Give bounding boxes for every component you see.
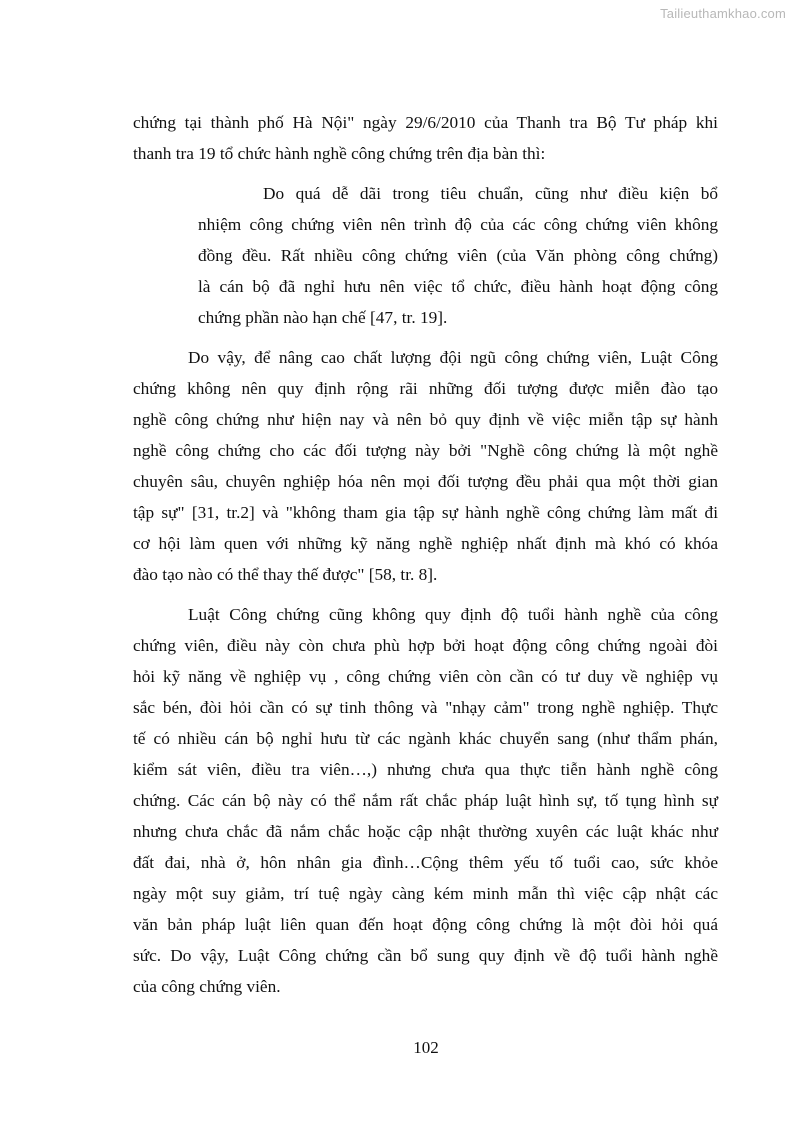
text-line: cơ hội làm quen với những kỹ năng nghề nghiệp nhất định mà khó có khóa: [133, 534, 718, 553]
text-line: tập sự" [31, tr.2] và "không tham gia tập sự hành nghề công chứng làm mất đi: [133, 503, 718, 522]
text-line: hỏi kỹ năng về nghiệp vụ , công chứng viên còn cần có tư duy về nghiệp vụ: [133, 667, 718, 686]
body-paragraph-1: [133, 342, 718, 590]
text-line: nghề công chứng như hiện nay và nên bỏ quy định về việc miễn tập sự hành: [133, 410, 718, 429]
text-line: của công chứng viên.: [133, 977, 281, 996]
text-line: chứng viên, điều này còn chưa phù hợp bởi hoạt động công chứng ngoài đòi: [133, 636, 718, 655]
text-line: nghề công chứng cho các đối tượng này bởi "Nghề công chứng là một nghề: [133, 441, 718, 460]
text-line: sức. Do vậy, Luật Công chứng cần bổ sung quy định về độ tuổi hành nghề: [133, 946, 718, 965]
block-quote: [198, 178, 718, 333]
text-line: ngày một suy giảm, trí tuệ ngày càng kém minh mẫn thì việc cập nhật các: [133, 884, 718, 903]
text-line: sắc bén, đòi hỏi cần có sự tinh thông và "nhạy cảm" trong nghề nghiệp. Thực: [133, 698, 718, 717]
page-number: 102: [413, 1038, 439, 1057]
text-line: nhưng chưa chắc đã nắm chắc hoặc cập nhật thường xuyên các luật khác như: [133, 822, 718, 841]
text-line: thanh tra 19 tổ chức hành nghề công chứng trên địa bàn thì:: [133, 144, 546, 163]
body-paragraph-2: [133, 599, 718, 1002]
text-line: chứng. Các cán bộ này có thể nắm rất chắc pháp luật hình sự, tố tụng hình sự: [133, 791, 718, 810]
text-line: chứng không nên quy định rộng rãi những đối tượng được miễn đào tạo: [133, 379, 718, 398]
quote-line: đồng đều. Rất nhiều công chứng viên (của Văn phòng công chứng): [198, 246, 718, 265]
intro-paragraph: [133, 107, 718, 169]
text-line: đất đai, nhà ở, hôn nhân gia đình…Cộng thêm yếu tố tuổi cao, sức khỏe: [133, 853, 718, 872]
text-line: kiểm sát viên, điều tra viên…,) nhưng chưa qua thực tiễn hành nghề công: [133, 760, 718, 779]
text-line: đào tạo nào có thể thay thế được" [58, tr. 8].: [133, 565, 438, 584]
text-line: văn bản pháp luật liên quan đến hoạt động công chứng là một đòi hỏi quá: [133, 915, 718, 934]
text-line: tế có nhiều cán bộ nghỉ hưu từ các ngành khác chuyển sang (như thẩm phán,: [133, 729, 718, 748]
quote-line: nhiệm công chứng viên nên trình độ của các công chứng viên không: [198, 215, 718, 234]
quote-line: chứng phần nào hạn chế [47, tr. 19].: [198, 308, 448, 327]
watermark: Tailieuthamkhao.com: [660, 6, 786, 21]
page-body: [133, 107, 718, 1002]
text-line: chứng tại thành phố Hà Nội" ngày 29/6/2010 của Thanh tra Bộ Tư pháp khi: [133, 113, 718, 132]
text-line: Luật Công chứng cũng không quy định độ tuổi hành nghề của công: [188, 605, 718, 624]
text-line: Do vậy, để nâng cao chất lượng đội ngũ công chứng viên, Luật Công: [188, 348, 718, 367]
quote-line: là cán bộ đã nghỉ hưu nên việc tổ chức, điều hành hoạt động công: [198, 277, 718, 296]
text-line: chuyên sâu, chuyên nghiệp hóa nên mọi đối tượng đều phải qua một thời gian: [133, 472, 718, 491]
quote-line: Do quá dễ dãi trong tiêu chuẩn, cũng như điều kiện bổ: [263, 184, 718, 203]
